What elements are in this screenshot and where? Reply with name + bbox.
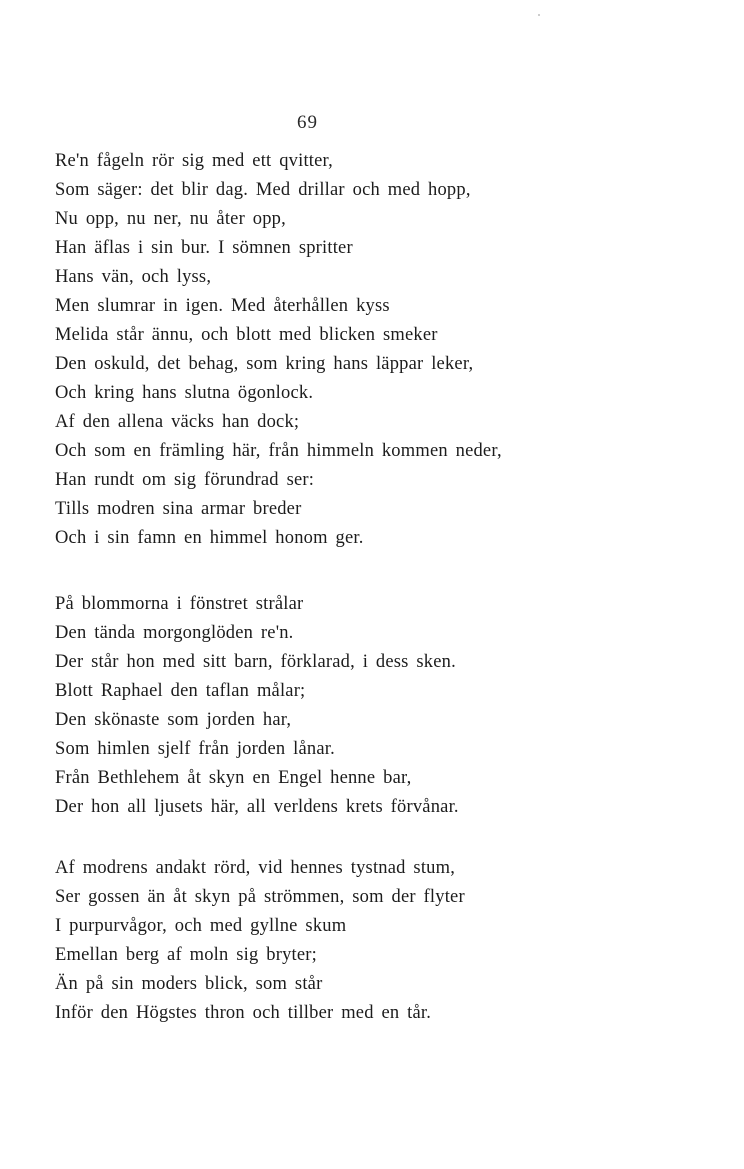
stanza-2 — [55, 590, 459, 822]
paper-speck — [538, 14, 540, 16]
poem-line: Den oskuld, det behag, som kring hans läppar leker, — [55, 354, 474, 374]
poem-line: Och kring hans slutna ögonlock. — [55, 383, 314, 403]
poem-line: Tills modren sina armar breder — [55, 499, 302, 519]
poem-line: Den tända morgonglöden re'n. — [55, 623, 294, 643]
poem-line: Re'n fågeln rör sig med ett qvitter, — [55, 151, 333, 171]
poem-line: Blott Raphael den taflan målar; — [55, 681, 306, 701]
stanza-3 — [55, 854, 465, 1028]
poem-line: Den skönaste som jorden har, — [55, 710, 292, 730]
poem-line: Emellan berg af moln sig bryter; — [55, 945, 318, 965]
poem-line: Och i sin famn en himmel honom ger. — [55, 528, 364, 548]
poem-line: Ser gossen än åt skyn på strömmen, som der flyter — [55, 887, 465, 907]
poem-line: Och som en främling här, från himmeln kommen neder, — [55, 441, 502, 461]
poem-line: Han rundt om sig förundrad ser: — [55, 470, 315, 490]
poem-line: Inför den Högstes thron och tillber med en tår. — [55, 1003, 432, 1023]
poem-line: Som himlen sjelf från jorden lånar. — [55, 739, 335, 759]
poem-line: I purpurvågor, och med gyllne skum — [55, 916, 347, 936]
stanza-1 — [55, 147, 502, 553]
poem-line: Nu opp, nu ner, nu åter opp, — [55, 209, 286, 229]
poem-line: Der står hon med sitt barn, förklarad, i dess sken. — [55, 652, 456, 672]
poem-line: Der hon all ljusets här, all verldens krets förvånar. — [55, 797, 459, 817]
page-number: 69 — [297, 112, 318, 133]
poem-line: Men slumrar in igen. Med återhållen kyss — [55, 296, 390, 316]
poem-line: Af modrens andakt rörd, vid hennes tystnad stum, — [55, 858, 456, 878]
poem-line: Han äflas i sin bur. I sömnen spritter — [55, 238, 353, 258]
poem-line: Än på sin moders blick, som står — [55, 974, 323, 994]
poem-line: Af den allena väcks han dock; — [55, 412, 300, 432]
poem-line: Från Bethlehem åt skyn en Engel henne bar, — [55, 768, 412, 788]
poem-line: Hans vän, och lyss, — [55, 267, 212, 287]
poem-line: Melida står ännu, och blott med blicken smeker — [55, 325, 438, 345]
poem-line: Som säger: det blir dag. Med drillar och med hopp, — [55, 180, 471, 200]
poem-line: På blommorna i fönstret strålar — [55, 594, 304, 614]
